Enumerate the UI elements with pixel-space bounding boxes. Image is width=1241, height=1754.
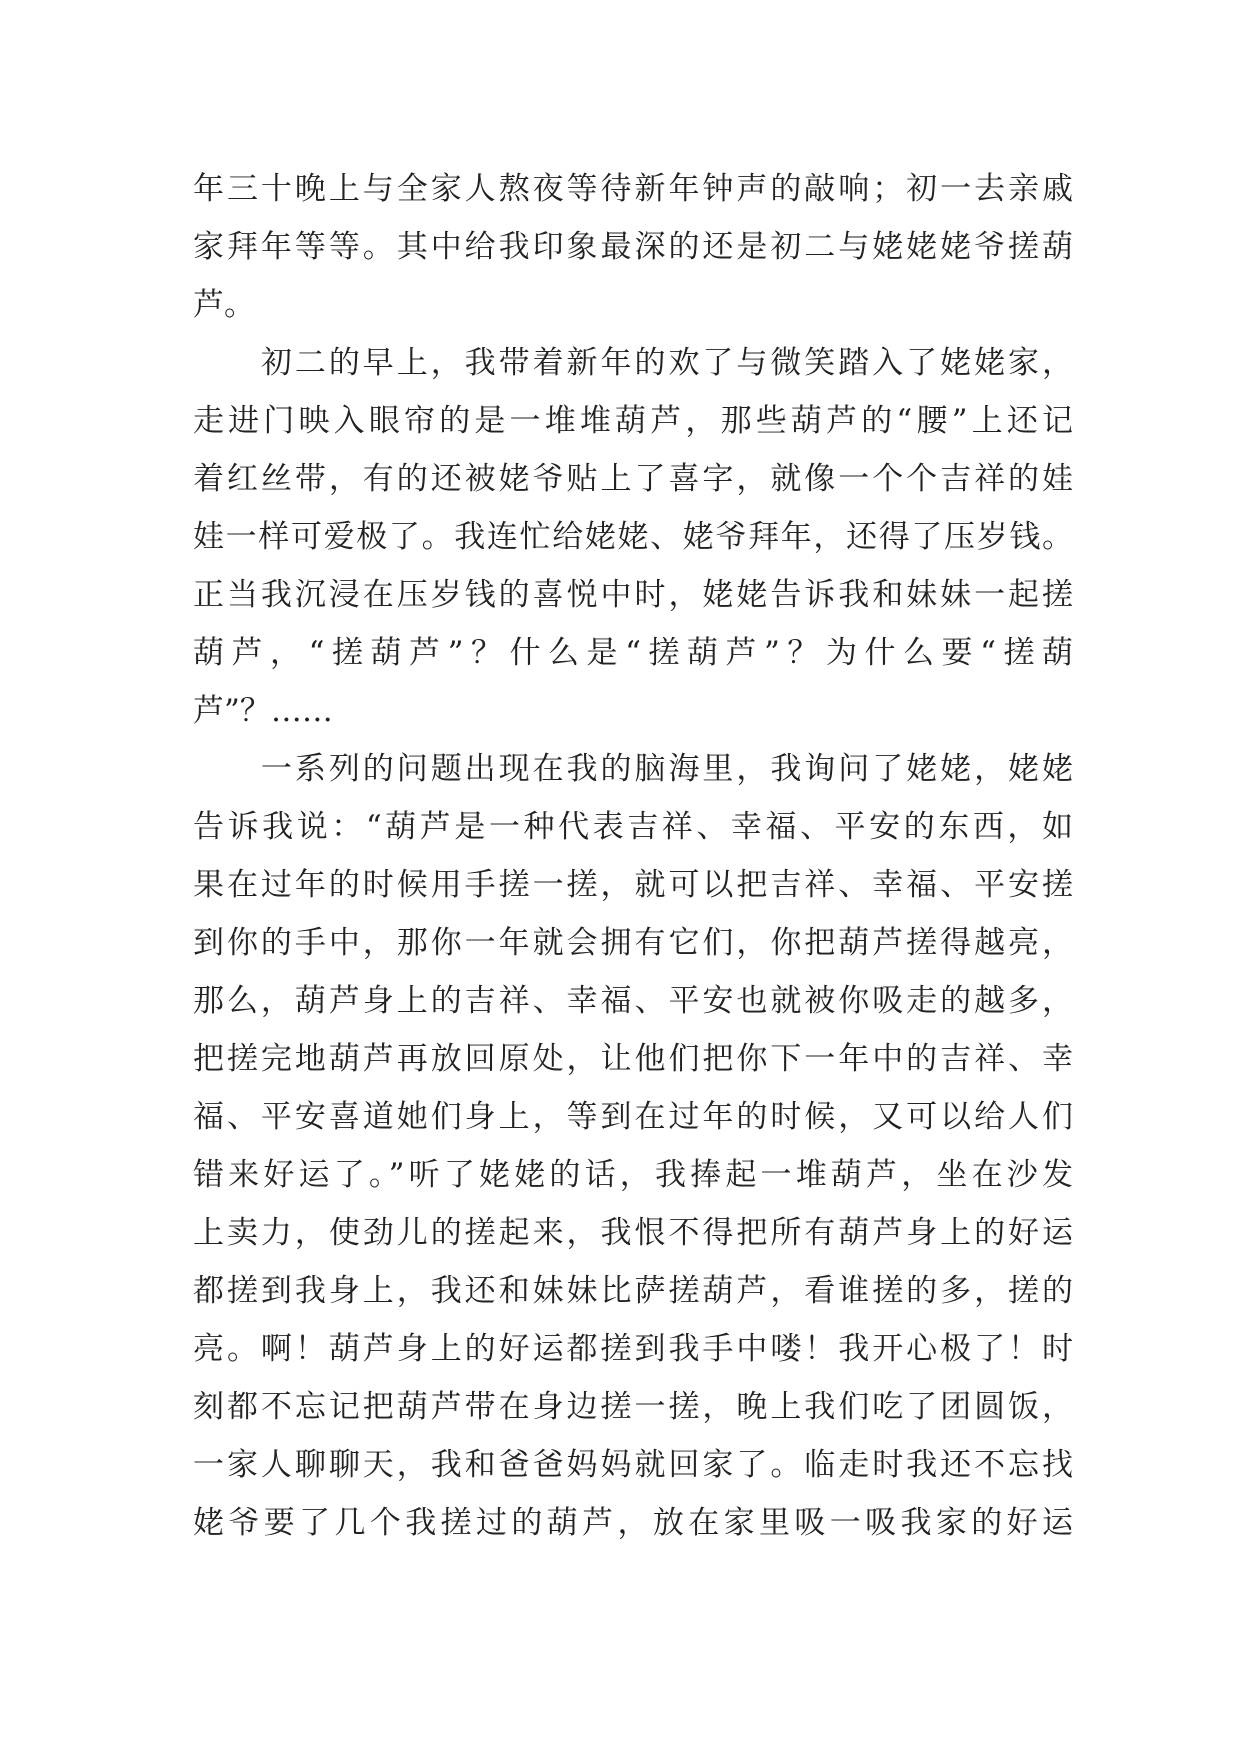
text-line: 姥爷要了几个我搓过的葫芦，放在家里吸一吸我家的好运 — [193, 1505, 1073, 1541]
text-line: 一系列的问题出现在我的脑海里，我询问了姥姥，姥姥 — [193, 751, 1073, 787]
text-line: 葫芦，“搓葫芦”？什么是“搓葫芦”？为什么要“搓葫 — [193, 635, 1073, 671]
text-line: 果在过年的时候用手搓一搓，就可以把吉祥、幸福、平安搓 — [193, 867, 1073, 903]
text-line: 福、平安喜道她们身上，等到在过年的时候，又可以给人们 — [193, 1099, 1073, 1135]
text-line: 娃一样可爱极了。我连忙给姥姥、姥爷拜年，还得了压岁钱。 — [193, 519, 1073, 555]
text-line: 错来好运了。”听了姥姥的话，我捧起一堆葫芦，坐在沙发 — [193, 1157, 1073, 1193]
text-line: 亮。啊！葫芦身上的好运都搓到我手中喽！我开心极了！时 — [193, 1331, 1073, 1367]
text-line: 家拜年等等。其中给我印象最深的还是初二与姥姥姥爷搓葫 — [193, 229, 1073, 265]
text-line: 到你的手中，那你一年就会拥有它们，你把葫芦搓得越亮， — [193, 925, 1073, 961]
text-line: 走进门映入眼帘的是一堆堆葫芦，那些葫芦的“腰”上还记 — [193, 403, 1073, 439]
text-line: 一家人聊聊天，我和爸爸妈妈就回家了。临走时我还不忘找 — [193, 1447, 1073, 1483]
text-line: 告诉我说：“葫芦是一种代表吉祥、幸福、平安的东西，如 — [193, 809, 1073, 845]
essay-body — [193, 160, 1073, 1552]
text-line: 都搓到我身上，我还和妹妹比萨搓葫芦，看谁搓的多，搓的 — [193, 1273, 1073, 1309]
text-line: 芦。 — [193, 287, 255, 323]
text-line: 刻都不忘记把葫芦带在身边搓一搓，晚上我们吃了团圆饭， — [193, 1389, 1073, 1425]
text-line: 那么，葫芦身上的吉祥、幸福、平安也就被你吸走的越多， — [193, 983, 1073, 1019]
text-line: 年三十晚上与全家人熬夜等待新年钟声的敲响；初一去亲戚 — [193, 171, 1073, 207]
text-line: 芦”？…… — [193, 693, 333, 729]
text-line: 正当我沉浸在压岁钱的喜悦中时，姥姥告诉我和妹妹一起搓 — [193, 577, 1073, 613]
text-line: 初二的早上，我带着新年的欢了与微笑踏入了姥姥家， — [193, 345, 1073, 381]
text-line: 上卖力，使劲儿的搓起来，我恨不得把所有葫芦身上的好运 — [193, 1215, 1073, 1251]
text-line: 着红丝带，有的还被姥爷贴上了喜字，就像一个个吉祥的娃 — [193, 461, 1073, 497]
text-line: 把搓完地葫芦再放回原处，让他们把你下一年中的吉祥、幸 — [193, 1041, 1073, 1077]
